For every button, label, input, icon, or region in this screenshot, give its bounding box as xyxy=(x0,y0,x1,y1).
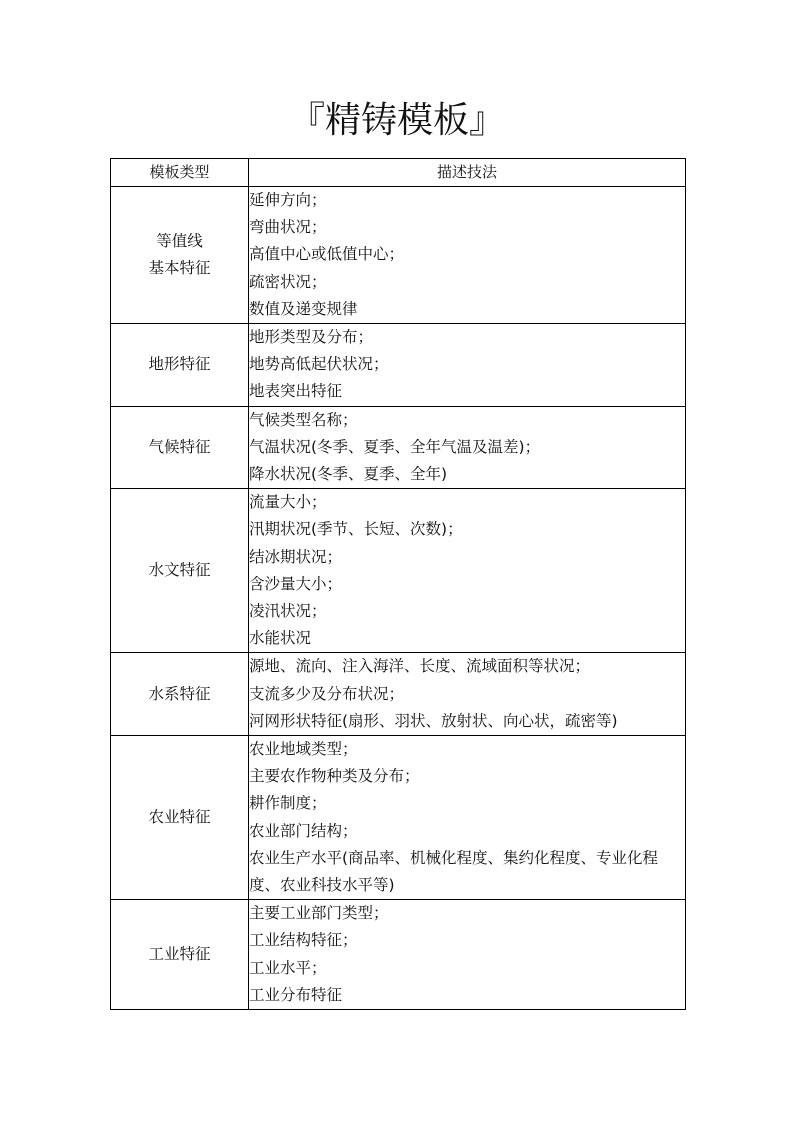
description-line: 源地、流向、注入海洋、长度、流域面积等状况； xyxy=(249,657,591,676)
description-line: 主要工业部门类型； xyxy=(249,904,389,923)
description-line: 地势高低起伏状况； xyxy=(249,355,389,374)
table-row xyxy=(111,406,686,489)
template-type-label: 水系特征 xyxy=(148,684,211,703)
description-line: 降水状况(冬季、夏季、全年) xyxy=(249,465,448,484)
column-header-type: 模板类型 xyxy=(111,159,249,187)
description-line: 地形类型及分布； xyxy=(249,328,374,347)
table-row xyxy=(111,736,686,900)
table-row xyxy=(111,489,686,653)
description-line: 流量大小； xyxy=(249,493,327,512)
description-line: 延伸方向； xyxy=(249,191,327,209)
column-header-description: 描述技法 xyxy=(249,159,686,187)
template-type-cell xyxy=(111,900,249,1010)
template-type-label: 工业特征 xyxy=(148,945,211,964)
technique-description-cell xyxy=(249,489,686,653)
description-line: 工业分布特征 xyxy=(249,985,343,1004)
technique-description-cell xyxy=(249,187,686,324)
description-line: 高值中心或低值中心； xyxy=(249,245,405,264)
table-row xyxy=(111,653,686,736)
template-type-cell xyxy=(111,406,249,489)
technique-description-cell xyxy=(249,736,686,900)
technique-description-cell xyxy=(249,900,686,1010)
description-line: 农业部门结构； xyxy=(249,821,358,840)
description-line: 气候类型名称； xyxy=(249,410,358,429)
description-line: 气温状况(冬季、夏季、全年气温及温差)； xyxy=(249,437,541,456)
table-row xyxy=(111,324,686,407)
page-title: 『精铸模板』 xyxy=(288,100,505,141)
description-line: 结冰期状况； xyxy=(249,547,343,566)
description-line: 疏密状况； xyxy=(249,272,327,291)
description-line: 水能状况 xyxy=(249,629,312,648)
description-line: 耕作制度； xyxy=(249,794,327,813)
description-line: 农业地域类型； xyxy=(249,740,358,759)
description-line: 凌汛状况； xyxy=(249,602,327,621)
template-type-cell xyxy=(111,653,249,736)
description-line: 地表突出特征 xyxy=(249,382,343,401)
description-line: 支流多少及分布状况； xyxy=(249,684,405,703)
description-line: 含沙量大小； xyxy=(249,574,343,593)
template-type-cell xyxy=(111,187,249,324)
description-line: 数值及递变规律 xyxy=(249,299,358,318)
template-type-label: 等值线 xyxy=(156,232,203,250)
template-type-label: 基本特征 xyxy=(148,259,211,277)
template-type-cell xyxy=(111,489,249,653)
description-line: 工业水平； xyxy=(249,958,327,977)
technique-description-cell xyxy=(249,324,686,407)
table-body xyxy=(111,187,686,1010)
description-line: 主要农作物种类及分布； xyxy=(249,767,420,786)
description-line: 河网形状特征(扇形、羽状、放射状、向心状，疏密等) xyxy=(249,711,618,730)
table-row xyxy=(111,187,686,324)
table-header-row xyxy=(111,159,686,187)
template-table xyxy=(110,158,686,1010)
description-line: 弯曲状况； xyxy=(249,218,327,237)
description-line: 汛期状况(季节、长短、次数)； xyxy=(249,520,463,539)
template-type-label: 农业特征 xyxy=(148,808,211,827)
template-type-cell xyxy=(111,324,249,407)
template-type-label: 地形特征 xyxy=(148,355,211,374)
template-type-label: 气候特征 xyxy=(148,437,211,456)
description-line: 工业结构特征； xyxy=(249,931,358,950)
technique-description-cell xyxy=(249,653,686,736)
description-line: 农业生产水平(商品率、机械化程度、集约化程度、专业化程度、农业科技水平等) xyxy=(249,848,659,895)
table-row xyxy=(111,900,686,1010)
technique-description-cell xyxy=(249,406,686,489)
template-type-label: 水文特征 xyxy=(148,561,211,580)
template-type-cell xyxy=(111,736,249,900)
